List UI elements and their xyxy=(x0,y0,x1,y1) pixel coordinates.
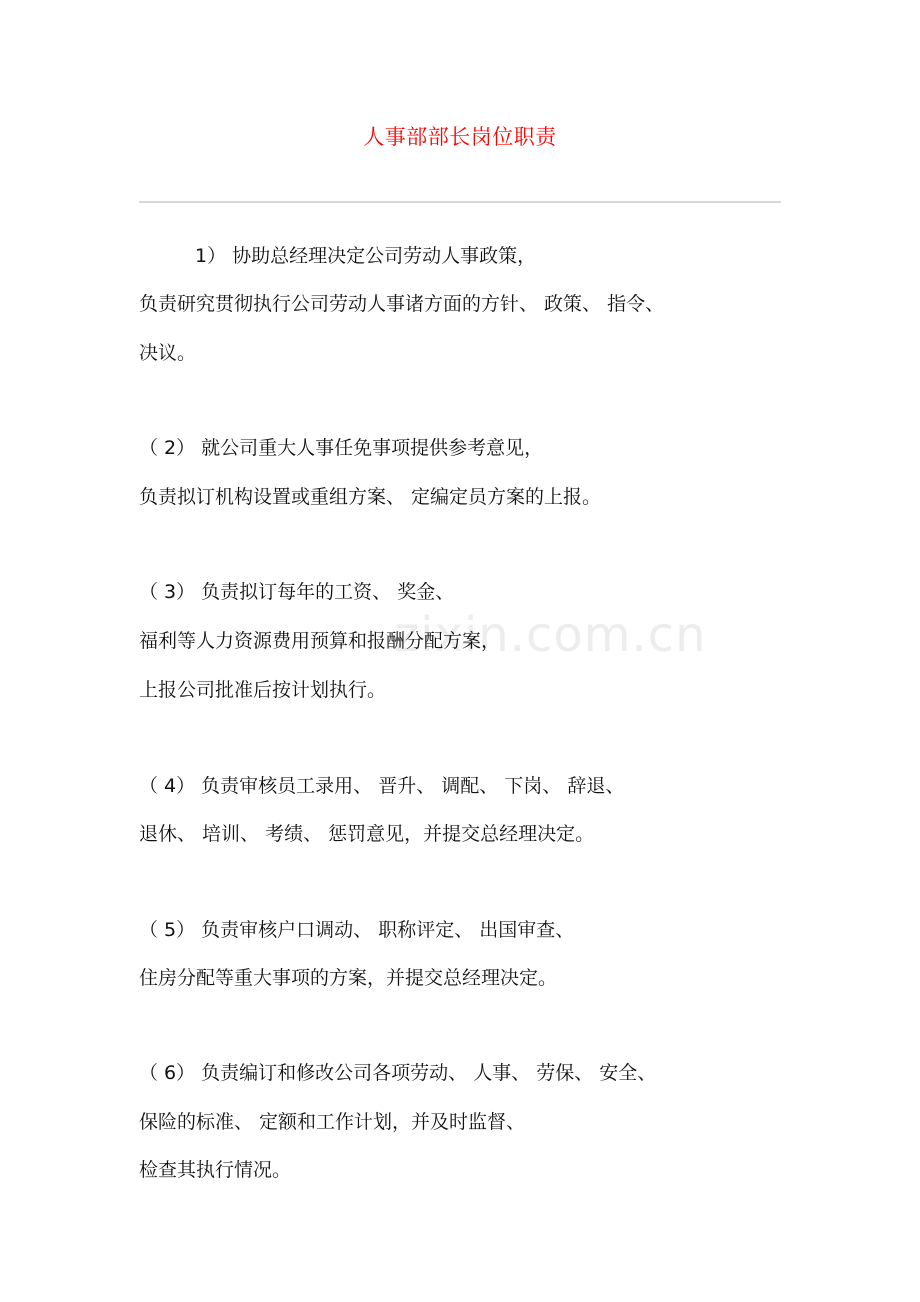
title-divider xyxy=(139,201,781,203)
watermark: zixin.com.cn xyxy=(394,607,707,663)
document-title: 人事部部长岗位职责 xyxy=(363,125,557,149)
paragraph-3-line-2: 福利等人力资源费用预算和报酬分配方案， xyxy=(139,630,501,652)
paragraph-3-line-3: 上报公司批准后按计划执行。 xyxy=(139,679,387,701)
paragraph-1-line-3: 决议。 xyxy=(139,342,197,364)
paragraph-2-line-1: （ 2） 就公司重大人事任免事项提供参考意见， xyxy=(139,437,544,459)
paragraph-3-line-1: （ 3） 负责拟订每年的工资、 奖金、 xyxy=(139,581,455,603)
paragraph-4-line-1: （ 4） 负责审核员工录用、 晋升、 调配、 下岗、 辞退、 xyxy=(139,775,625,797)
paragraph-5-line-2: 住房分配等重大事项的方案，并提交总经理决定。 xyxy=(139,967,558,989)
paragraph-1-line-1: 1） 协助总经理决定公司劳动人事政策， xyxy=(195,245,537,267)
paragraph-6-line-3: 检查其执行情况。 xyxy=(139,1159,292,1181)
paragraph-6-line-2: 保险的标准、 定额和工作计划，并及时监督、 xyxy=(139,1111,526,1133)
paragraph-2-line-2: 负责拟订机构设置或重组方案、 定编定员方案的上报。 xyxy=(139,486,602,508)
paragraph-4-line-2: 退休、 培训、 考绩、 惩罚意见，并提交总经理决定。 xyxy=(139,823,595,845)
paragraph-6-line-1: （ 6） 负责编订和修改公司各项劳动、 人事、 劳保、 安全、 xyxy=(139,1062,657,1084)
paragraph-1-line-2: 负责研究贯彻执行公司劳动人事诸方面的方针、 政策、 指令、 xyxy=(139,293,665,315)
paragraph-5-line-1: （ 5） 负责审核户口调动、 职称评定、 出国审查、 xyxy=(139,919,575,941)
